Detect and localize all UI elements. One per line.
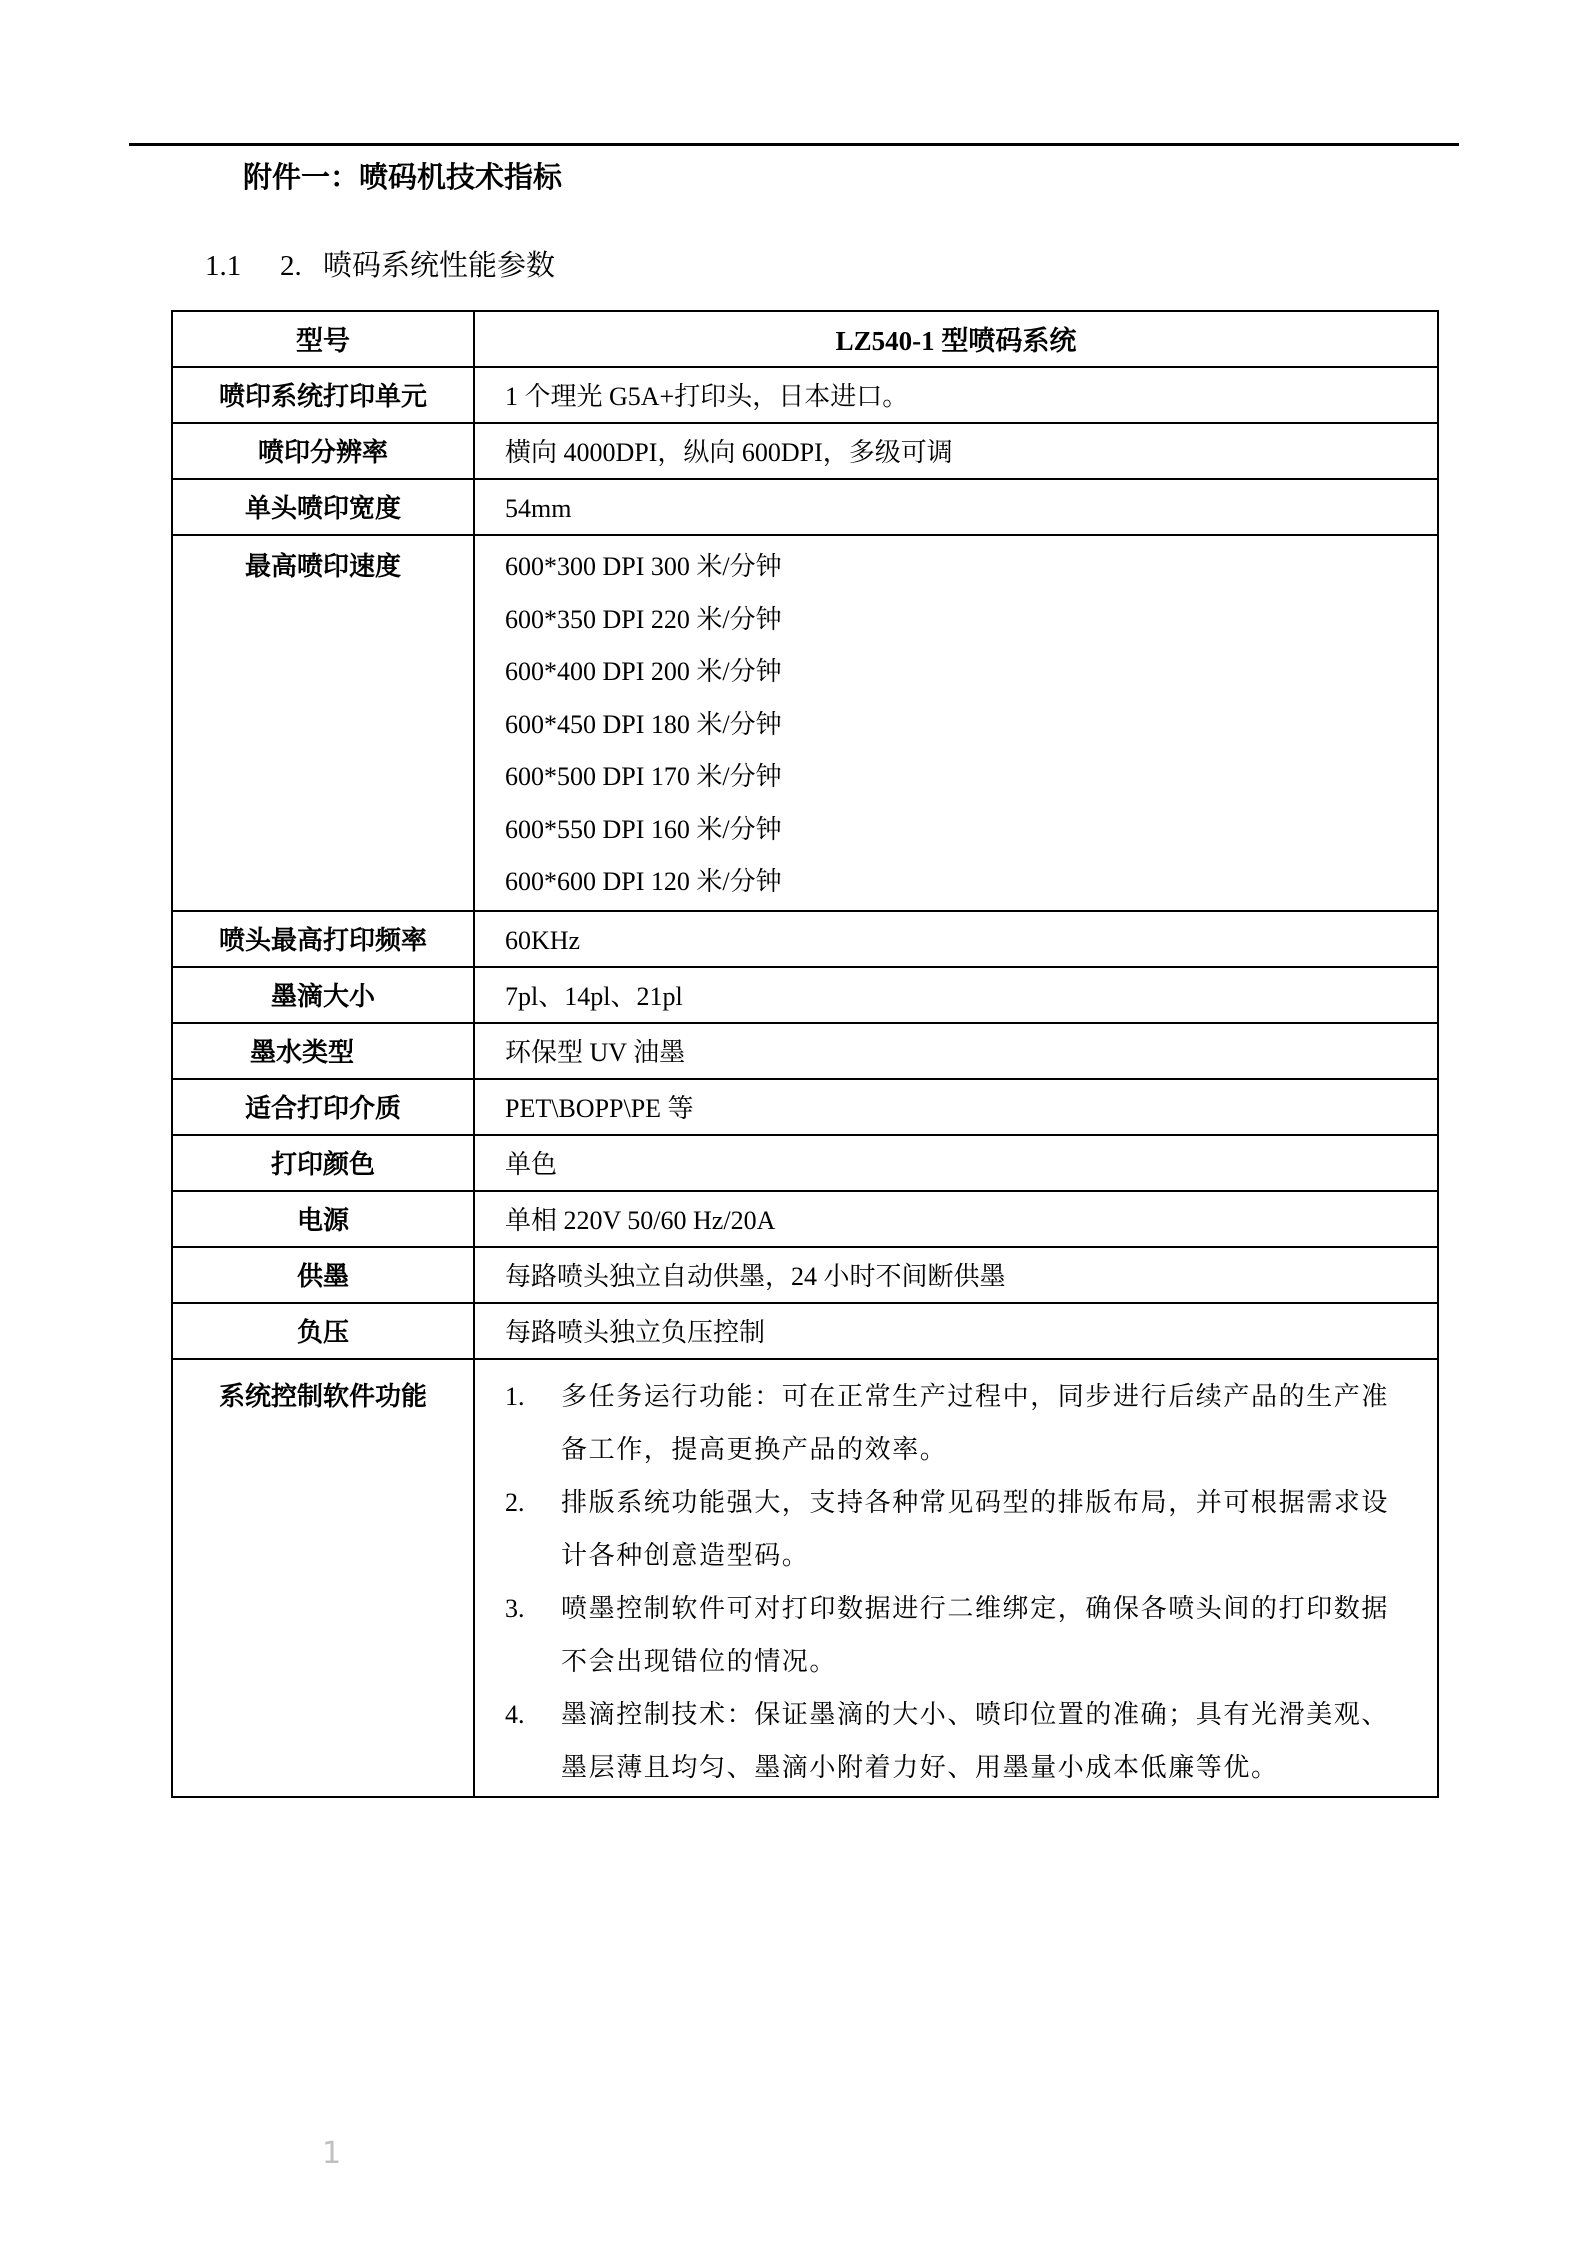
row-value: 横向 4000DPI，纵向 600DPI，多级可调 [505,438,953,467]
speed-line: 600*550 DPI 160 米/分钟 [505,814,782,844]
row-label: 供墨 [296,1261,349,1291]
section-number: 1.1 [205,250,242,282]
feature-line: 墨滴控制技术：保证墨滴的大小、喷印位置的准确；具有光滑美观、 [561,1699,1390,1729]
table-row [172,1135,1438,1191]
row-value: PET\BOPP\PE 等 [505,1093,694,1123]
feature-line: 不会出现错位的情况。 [561,1646,838,1676]
feature-line: 计各种创意造型码。 [561,1540,810,1570]
feature-number: 2. [505,1487,525,1517]
row-label: 负压 [296,1317,349,1347]
feature-line: 备工作，提高更换产品的效率。 [561,1434,948,1464]
feature-number: 4. [505,1699,525,1729]
row-value: 1 个理光 G5A+打印头，日本进口。 [505,382,909,411]
speed-line: 600*500 DPI 170 米/分钟 [505,762,782,791]
feature-item [505,1372,1437,1478]
document-title: 附件一：喷码机技术指标 [243,162,563,194]
feature-line: 喷墨控制软件可对打印数据进行二维绑定，确保各喷头间的打印数据 [561,1593,1390,1623]
feature-line: 多任务运行功能：可在正常生产过程中，同步进行后续产品的生产准 [561,1381,1390,1411]
feature-number: 3. [505,1593,525,1623]
row-value: 60KHz [505,925,581,955]
row-label: 喷印系统打印单元 [218,382,427,411]
section-heading [205,246,555,286]
speed-line: 600*300 DPI 300 米/分钟 [505,552,782,581]
row-label: 适合打印介质 [244,1093,401,1123]
header-value: LZ540-1 型喷码系统 [835,326,1077,356]
row-label: 系统控制软件功能 [218,1381,427,1411]
table-row [172,479,1438,535]
speed-list [505,536,1437,910]
feature-item [505,1690,1437,1796]
feature-list [505,1360,1437,1796]
row-value: 单相 220V 50/60 Hz/20A [505,1205,776,1235]
row-value: 54mm [505,494,572,523]
row-label: 喷头最高打印频率 [218,925,427,955]
header-label-cell [172,311,474,367]
feature-line: 排版系统功能强大，支持各种常见码型的排版布局，并可根据需求设 [561,1487,1390,1517]
row-label: 墨滴大小 [270,981,375,1011]
row-value: 每路喷头独立负压控制 [505,1317,766,1347]
speed-line: 600*600 DPI 120 米/分钟 [505,867,782,896]
table-row-speed [172,535,1438,911]
feature-number: 1. [505,1381,525,1411]
table-row [172,911,1438,967]
section-sub-number: 2. [280,250,302,282]
row-label: 电源 [296,1205,349,1235]
table-row [172,1303,1438,1359]
feature-item [505,1478,1437,1584]
table-row [172,967,1438,1023]
row-value: 环保型 UV 油墨 [505,1037,686,1067]
feature-line: 墨层薄且均匀、墨滴小附着力好、用墨量小成本低廉等优。 [561,1752,1279,1782]
row-label: 喷印分辨率 [257,438,388,467]
row-value: 7pl、14pl、21pl [505,981,683,1011]
row-value: 单色 [505,1149,558,1179]
header-value-cell [474,311,1438,367]
spec-table [171,310,1439,1798]
speed-line: 600*400 DPI 200 米/分钟 [505,657,782,686]
table-header-row [172,311,1438,367]
table-row [172,367,1438,423]
table-row [172,1191,1438,1247]
header-rule [129,143,1459,146]
row-label: 单头喷印宽度 [244,494,401,523]
table-row [172,423,1438,479]
table-row [172,1247,1438,1303]
row-label: 墨水类型 [249,1037,354,1067]
table-row-software [172,1359,1438,1797]
page-number: 1 [322,2136,342,2171]
feature-item [505,1584,1437,1690]
row-label: 最高喷印速度 [244,552,401,581]
header-label: 型号 [296,326,350,356]
row-value: 每路喷头独立自动供墨，24 小时不间断供墨 [505,1261,1006,1291]
speed-line: 600*450 DPI 180 米/分钟 [505,709,782,739]
speed-line: 600*350 DPI 220 米/分钟 [505,604,782,634]
row-label: 打印颜色 [270,1149,375,1179]
table-row [172,1023,1438,1079]
section-title: 喷码系统性能参数 [323,250,556,282]
table-row [172,1079,1438,1135]
